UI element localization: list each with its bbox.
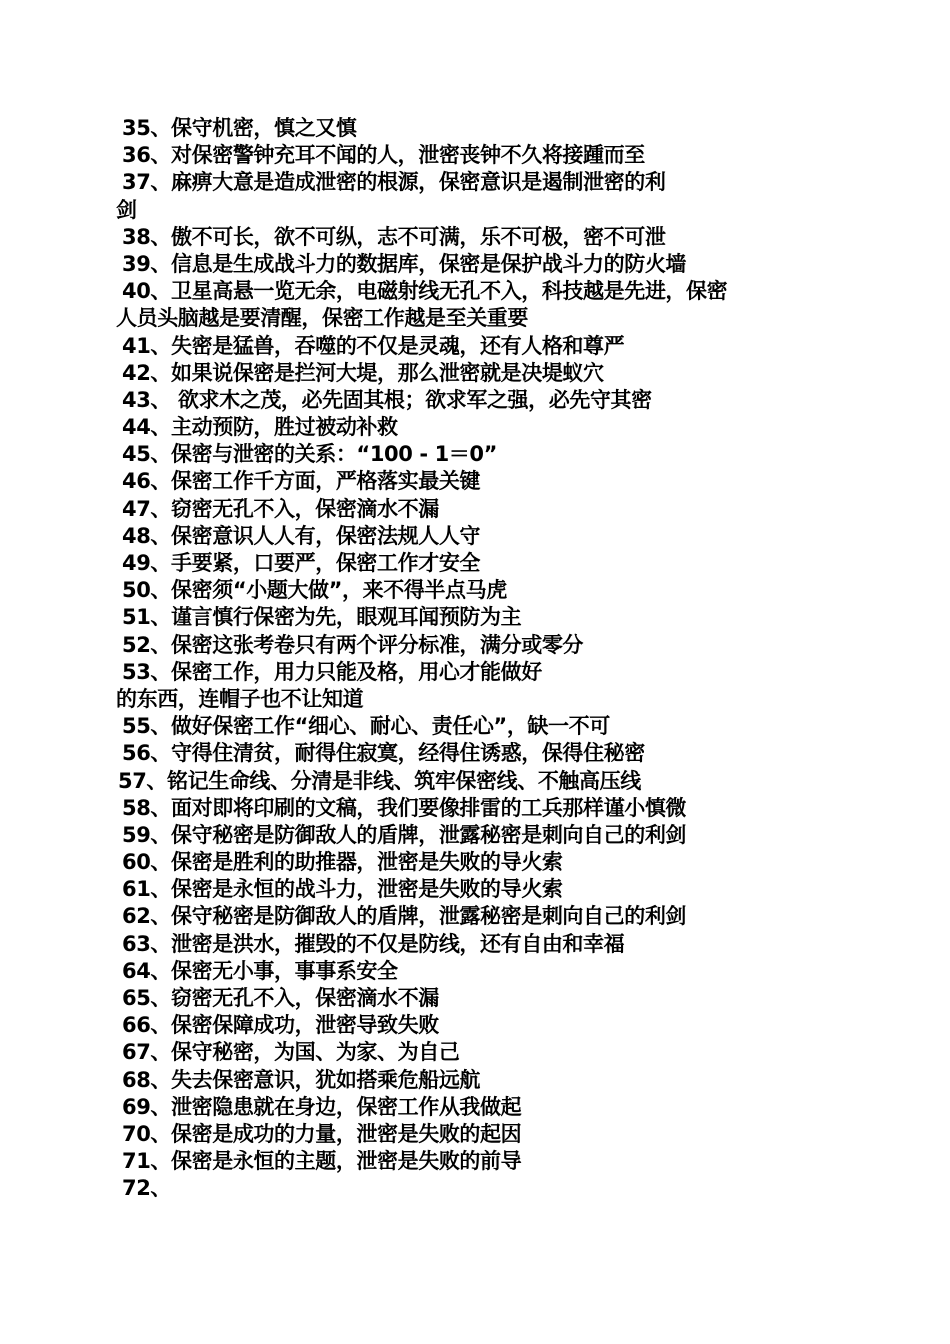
text-line: 48、保密意识人人有，保密法规人人守 (122, 523, 481, 548)
document-body (116, 115, 836, 1203)
text-line: 62、保守秘密是防御敌人的盾牌，泄露秘密是刺向自己的利剑 (122, 904, 687, 929)
text-line: 68、失去保密意识，犹如搭乘危船远航 (122, 1067, 481, 1092)
text-line-continuation: 人员头脑越是要清醒，保密工作越是至关重要 (116, 306, 528, 331)
text-line: 44、主动预防，胜过被动补救 (122, 415, 398, 440)
text-line: 36、对保密警钟充耳不闻的人，泄密丧钟不久将接踵而至 (122, 143, 645, 168)
text-line: 45、保密与泄密的关系：“100 - 1＝0” (122, 442, 498, 467)
text-line: 59、保守秘密是防御敌人的盾牌，泄露秘密是刺向自己的利剑 (122, 822, 687, 847)
text-line: 38、傲不可长，欲不可纵，志不可满，乐不可极，密不可泄 (122, 224, 666, 249)
text-line: 50、保密须“小题大做”，来不得半点马虎 (122, 578, 507, 603)
text-line: 64、保密无小事，事事系安全 (122, 958, 398, 983)
text-line: 69、泄密隐患就在身边，保密工作从我做起 (122, 1094, 522, 1119)
text-line-continuation: 的东西，连帽子也不让知道 (116, 686, 364, 711)
text-line: 61、保密是永恒的战斗力，泄密是失败的导火索 (122, 877, 563, 902)
text-line: 51、谨言慎行保密为先，眼观耳闻预防为主 (122, 605, 522, 630)
text-line: 40、卫星高悬一览无余，电磁射线无孔不入，科技越是先进，保密 (122, 279, 728, 304)
text-line: 35、保守机密，慎之又慎 (122, 116, 357, 140)
text-line: 53、保密工作，用力只能及格，用心才能做好 (122, 659, 542, 684)
text-line: 66、保密保障成功，泄密导致失败 (122, 1013, 439, 1038)
text-line: 55、做好保密工作“细心、耐心、责任心”，缺一不可 (122, 714, 610, 739)
text-line: 52、保密这张考卷只有两个评分标准，满分或零分 (122, 632, 584, 657)
text-line: 46、保密工作千方面，严格落实最关键 (122, 469, 481, 494)
text-line: 39、信息是生成战斗力的数据库，保密是保护战斗力的防火墙 (122, 251, 687, 276)
text-line: 56、守得住清贫，耐得住寂寞，经得住诱惑，保得住秘密 (122, 741, 645, 766)
text-line-continuation: 剑 (116, 197, 137, 222)
text-line: 63、泄密是洪水，摧毁的不仅是防线，还有自由和幸福 (122, 931, 625, 956)
text-line: 47、窃密无孔不入，保密滴水不漏 (122, 496, 439, 521)
text-line: 67、保守秘密，为国、为家、为自己 (122, 1040, 460, 1065)
text-line: 43、 欲求木之茂，必先固其根；欲求军之强，必先守其密 (122, 387, 652, 412)
text-line: 72、 (122, 1176, 172, 1201)
text-line: 71、保密是永恒的主题，泄密是失败的前导 (122, 1149, 522, 1174)
text-line: 42、如果说保密是拦河大堤，那么泄密就是决堤蚁穴 (122, 360, 604, 385)
text-line: 49、手要紧，口要严，保密工作才安全 (122, 551, 481, 575)
text-line: 70、保密是成功的力量，泄密是失败的起因 (122, 1121, 522, 1146)
text-line: 41、失密是猛兽，吞噬的不仅是灵魂，还有人格和尊严 (122, 333, 625, 358)
text-line: 58、面对即将印刷的文稿，我们要像排雷的工兵那样谨小慎微 (122, 795, 687, 820)
text-line: 60、保密是胜利的助推器，泄密是失败的导火索 (122, 850, 563, 875)
text-line: 37、麻痹大意是造成泄密的根源，保密意识是遏制泄密的利 (122, 170, 666, 195)
text-line: 57、铭记生命线、分清是非线、筑牢保密线、不触高压线 (118, 768, 641, 793)
text-line: 65、窃密无孔不入，保密滴水不漏 (122, 986, 439, 1010)
